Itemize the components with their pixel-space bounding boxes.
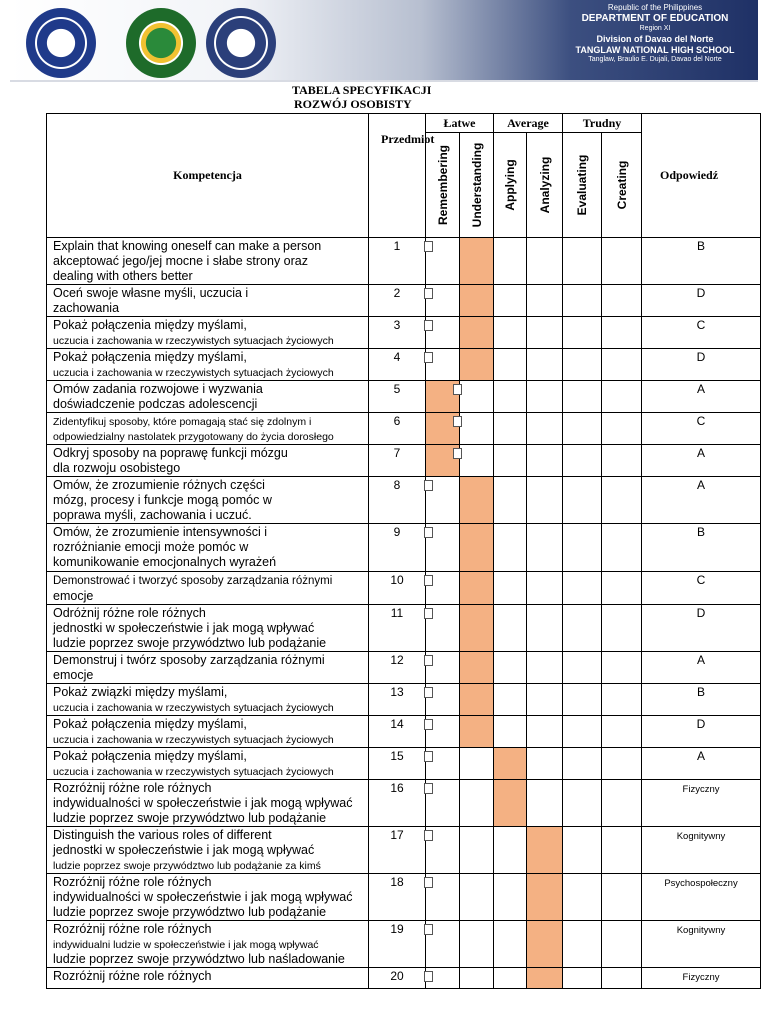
competency-cell: Rozróżnij różne role różnych indywidualności w społeczeństwie i jak mogą wpływać ludzie poprzez swoje przywództwo lub podążanie [47,780,369,827]
level-cell [426,524,460,572]
level-cell-marked [494,748,527,780]
checkbox-icon [424,751,433,762]
table-row [47,477,761,524]
level-cell [426,238,460,285]
header-level-remembering: Remembering [426,133,460,238]
level-cell [602,605,642,652]
table-row [47,381,761,413]
level-cell [602,413,642,445]
answer-cell: D [642,605,761,652]
level-cell [527,572,563,605]
table-row [47,285,761,317]
level-cell [527,285,563,317]
level-cell [426,968,460,989]
level-cell [602,716,642,748]
level-cell [563,605,602,652]
level-cell [527,716,563,748]
item-number: 18 [369,874,426,921]
header-deped: DEPARTMENT OF EDUCATION [581,13,729,24]
level-cell [426,716,460,748]
checkbox-icon [424,655,433,666]
table-row [47,238,761,285]
header-trudny: Trudny [563,114,642,133]
level-cell [602,684,642,716]
table-row [47,317,761,349]
level-cell [494,524,527,572]
level-cell [494,317,527,349]
level-cell [494,238,527,285]
level-cell [494,445,527,477]
competency-cell: Pokaż połączenia między myślami, uczucia i zachowania w rzeczywistych sytuacjach życiowych [47,748,369,780]
item-number: 1 [369,238,426,285]
table-row [47,748,761,780]
checkbox-icon [424,320,433,331]
competency-cell: Explain that knowing oneself can make a person akceptować jego/jej mocne i słabe strony oraz dealing with others better [47,238,369,285]
level-cell [602,317,642,349]
level-cell [602,524,642,572]
item-number: 9 [369,524,426,572]
level-cell [563,413,602,445]
level-cell [563,524,602,572]
checkbox-icon [424,783,433,794]
level-cell [527,349,563,381]
level-cell [563,921,602,968]
table-row [47,780,761,827]
level-cell [494,921,527,968]
level-cell [460,445,494,477]
checkbox-icon [424,480,433,491]
header-school: TANGLAW NATIONAL HIGH SCHOOL [575,45,735,55]
level-cell [494,684,527,716]
item-number: 4 [369,349,426,381]
item-number: 3 [369,317,426,349]
item-number: 17 [369,827,426,874]
level-cell [426,349,460,381]
level-cell [563,827,602,874]
answer-cell: Fizyczny [642,780,761,827]
level-cell [602,349,642,381]
level-cell [426,827,460,874]
header-odpowiedz: Odpowiedź [642,114,761,238]
level-cell [426,285,460,317]
competency-cell: Demonstrować i tworzyć sposoby zarządzania różnymi emocje [47,572,369,605]
level-cell [602,572,642,605]
deped-seal-logo [26,8,96,78]
table-row [47,605,761,652]
level-cell [426,874,460,921]
level-cell [494,413,527,445]
level-cell [563,477,602,524]
competency-cell: Odróżnij różne role różnych jednostki w społeczeństwie i jak mogą wpływać ludzie poprzez swoje przywództwo lub podążanie [47,605,369,652]
answer-cell: D [642,716,761,748]
level-cell [563,572,602,605]
checkbox-icon [424,877,433,888]
level-cell [527,780,563,827]
level-cell [494,827,527,874]
level-cell [602,748,642,780]
answer-cell: B [642,524,761,572]
level-cell-marked [460,716,494,748]
answer-cell: A [642,381,761,413]
header-level-understanding: Understanding [460,133,494,238]
level-cell [527,684,563,716]
header-kompetencja: Kompetencja [47,114,369,238]
item-number: 11 [369,605,426,652]
level-cell [563,748,602,780]
level-cell-marked [527,921,563,968]
level-cell [460,874,494,921]
level-cell-marked [460,684,494,716]
competency-cell: Pokaż połączenia między myślami, uczucia i zachowania w rzeczywistych sytuacjach życiowych [47,716,369,748]
answer-cell: B [642,238,761,285]
level-cell-marked [494,780,527,827]
competency-cell: Pokaż związki między myślami, uczucia i zachowania w rzeczywistych sytuacjach życiowych [47,684,369,716]
header-level-evaluating: Evaluating [563,133,602,238]
competency-cell: Omów zadania rozwojowe i wyzwania doświadczenie podczas adolescencji [47,381,369,413]
table-row [47,524,761,572]
level-cell [460,921,494,968]
checkbox-icon [424,288,433,299]
level-cell [563,716,602,748]
level-cell [426,652,460,684]
level-cell [527,413,563,445]
level-cell [426,780,460,827]
level-cell [563,968,602,989]
answer-cell: C [642,572,761,605]
level-cell [460,780,494,827]
answer-cell: C [642,317,761,349]
table-row [47,827,761,874]
checkbox-icon [424,241,433,252]
level-cell [527,317,563,349]
header-address: Tanglaw, Braulio E. Dujali, Davao del Norte [588,56,722,63]
level-cell [494,349,527,381]
item-number: 13 [369,684,426,716]
item-number: 6 [369,413,426,445]
answer-cell: Psychospołeczny [642,874,761,921]
level-cell [527,652,563,684]
header-latwe: Łatwe [426,114,494,133]
level-cell-marked [460,285,494,317]
level-cell [602,381,642,413]
header-level-analyzing: Analyzing [527,133,563,238]
level-cell-marked [460,477,494,524]
level-cell [563,285,602,317]
level-cell [563,238,602,285]
checkbox-icon [424,687,433,698]
level-cell [494,572,527,605]
item-number: 12 [369,652,426,684]
header-przedmiot: Przedmiot [369,114,426,238]
answer-cell: A [642,445,761,477]
item-number: 15 [369,748,426,780]
level-cell [602,285,642,317]
level-cell-marked [426,381,460,413]
level-cell [494,968,527,989]
level-cell [602,652,642,684]
table-row [47,445,761,477]
competency-cell: Omów, że zrozumienie różnych części mózg, procesy i funkcje mogą pomóc w poprawa myśli, zachowania i uczuć. [47,477,369,524]
level-cell [426,572,460,605]
level-cell [426,921,460,968]
table-row [47,874,761,921]
header-banner [10,0,758,82]
answer-cell: Kognitywny [642,921,761,968]
answer-cell: Kognitywny [642,827,761,874]
level-cell [602,921,642,968]
level-cell [426,605,460,652]
competency-cell: Oceń swoje własne myśli, uczucia i zachowania [47,285,369,317]
level-cell-marked [460,524,494,572]
checkbox-icon [424,352,433,363]
checkbox-icon [424,719,433,730]
level-cell [602,477,642,524]
checkbox-icon [424,924,433,935]
level-cell [602,874,642,921]
checkbox-icon [453,384,462,395]
answer-cell: C [642,413,761,445]
competency-cell: Pokaż połączenia między myślami, uczucia i zachowania w rzeczywistych sytuacjach życiowych [47,349,369,381]
doc-subtitle: ROZWÓJ OSOBISTY [294,97,412,111]
answer-cell: B [642,684,761,716]
level-cell [494,874,527,921]
header-level-applying: Applying [494,133,527,238]
header-level-creating: Creating [602,133,642,238]
item-number: 19 [369,921,426,968]
table-row [47,716,761,748]
checkbox-icon [453,416,462,427]
answer-cell: A [642,652,761,684]
level-cell [527,238,563,285]
level-cell-marked [460,605,494,652]
level-cell-marked [460,349,494,381]
level-cell [527,524,563,572]
answer-cell: A [642,477,761,524]
level-cell [527,477,563,524]
header-republic: Republic of the Philippines [607,3,703,12]
level-cell [563,445,602,477]
level-cell [602,968,642,989]
level-cell-marked [527,874,563,921]
table-row [47,921,761,968]
level-cell [563,381,602,413]
level-cell [494,716,527,748]
checkbox-icon [453,448,462,459]
level-cell [426,748,460,780]
checkbox-icon [424,830,433,841]
level-cell [527,445,563,477]
table-row [47,349,761,381]
table-row [47,968,761,989]
level-cell [563,652,602,684]
competency-cell: Odkryj sposoby na poprawę funkcji mózgu dla rozwoju osobistego [47,445,369,477]
level-cell [494,477,527,524]
level-cell [426,317,460,349]
level-cell-marked [460,572,494,605]
level-cell-marked [460,652,494,684]
answer-cell: D [642,285,761,317]
level-cell-marked [460,238,494,285]
header-average: Average [494,114,563,133]
level-cell-marked [460,317,494,349]
competency-cell: Rozróżnij różne role różnych [47,968,369,989]
checkbox-icon [424,527,433,538]
answer-cell: D [642,349,761,381]
competency-cell: Demonstruj i twórz sposoby zarządzania różnymi emocje [47,652,369,684]
header-region: Region XI [639,25,671,32]
checkbox-icon [424,608,433,619]
level-cell [460,413,494,445]
answer-cell: A [642,748,761,780]
competency-cell: Rozróżnij różne role różnych indywidualności w społeczeństwie i jak mogą wpływać ludzie poprzez swoje przywództwo lub podążanie [47,874,369,921]
item-number: 5 [369,381,426,413]
table-row [47,413,761,445]
level-cell [527,381,563,413]
item-number: 14 [369,716,426,748]
level-cell [563,317,602,349]
level-cell [426,684,460,716]
item-number: 10 [369,572,426,605]
level-cell [602,780,642,827]
level-cell-marked [426,413,460,445]
level-cell-marked [426,445,460,477]
competency-cell: Rozróżnij różne role różnych indywidualni ludzie w społeczeństwie i jak mogą wpływać ludzie poprzez swoje przywództwo lub naśladowanie [47,921,369,968]
level-cell [527,748,563,780]
level-cell [494,652,527,684]
header-division: Division of Davao del Norte [596,34,714,44]
answer-cell: Fizyczny [642,968,761,989]
level-cell [602,827,642,874]
item-number: 20 [369,968,426,989]
level-cell [602,238,642,285]
level-cell [563,780,602,827]
level-cell [494,381,527,413]
item-number: 2 [369,285,426,317]
table-row [47,572,761,605]
checkbox-icon [424,971,433,982]
competency-cell: Zidentyfikuj sposoby, które pomagają stać się zdolnym i odpowiedzialny nastolatek przygotowany do życia dorosłego [47,413,369,445]
level-cell [602,445,642,477]
level-cell [460,381,494,413]
competency-cell: Pokaż połączenia między myślami, uczucia i zachowania w rzeczywistych sytuacjach życiowych [47,317,369,349]
competency-cell: Omów, że zrozumienie intensywności i rozróżnianie emocji może pomóc w komunikowanie emocjonalnych wyrażeń [47,524,369,572]
level-cell [460,968,494,989]
doc-title: TABELA SPECYFIKACJI [292,83,432,97]
level-cell [494,605,527,652]
item-number: 8 [369,477,426,524]
specification-table [46,113,761,989]
level-cell [460,748,494,780]
table-row [47,684,761,716]
table-row [47,652,761,684]
item-number: 7 [369,445,426,477]
item-number: 16 [369,780,426,827]
level-cell [527,605,563,652]
competency-cell: Distinguish the various roles of different jednostki w społeczeństwie i jak mogą wpływać ludzie poprzez swoje przywództwo lub podążanie za kimś [47,827,369,874]
level-cell [426,477,460,524]
level-cell [563,684,602,716]
level-cell [460,827,494,874]
level-cell [563,349,602,381]
level-cell-marked [527,968,563,989]
level-cell [563,874,602,921]
checkbox-icon [424,575,433,586]
division-davao-del-norte-seal-logo [126,8,196,78]
level-cell-marked [527,827,563,874]
tanglaw-nhs-seal-logo [206,8,276,78]
level-cell [494,285,527,317]
